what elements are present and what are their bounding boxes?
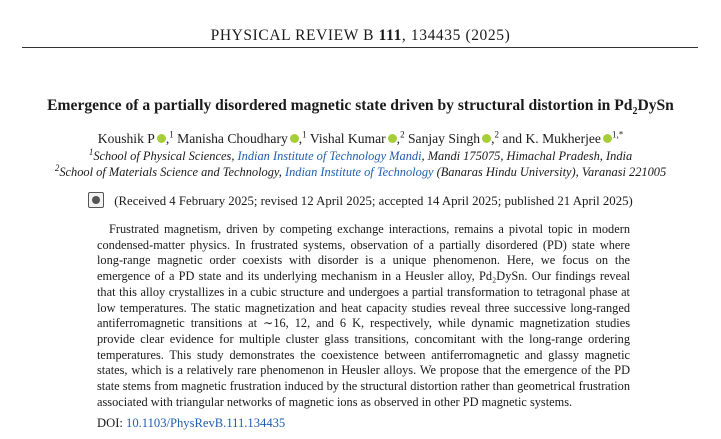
doi-line	[97, 416, 285, 431]
orcid-icon[interactable]	[482, 134, 491, 143]
author-affiliation-mark[interactable]: 1	[169, 129, 174, 140]
affiliation-text: School of Physical Sciences,	[93, 149, 238, 163]
author-name[interactable]: Sanjay Singh	[407, 131, 481, 146]
author-list	[0, 131, 721, 147]
author-name[interactable]: Vishal Kumar	[309, 131, 386, 146]
author-name[interactable]: Koushik P	[97, 131, 155, 146]
affiliation-link[interactable]: Indian Institute of Technology Mandi	[237, 149, 422, 163]
affiliation-text: School of Materials Science and Technology,	[59, 165, 285, 179]
affiliation-2	[0, 162, 721, 180]
author-separator: ,	[298, 131, 303, 146]
title-tail: DySn	[637, 97, 674, 114]
orcid-icon[interactable]	[157, 134, 166, 143]
abstract: Frustrated magnetism, driven by competing exchange interactions, remains a pivotal topic in modern condensed-matter physics. In frustrated systems, observation of a partially disordered (PD) state where long-range magnetic order coexists with disorder is a unique phenomenon. Here, we focus on the emergence of a PD state and its underlying mechanism in a Heusler alloy, Pd₂DySn. Our findings reveal that this alloy crystallizes in a cubic structure and undergoes a partial transformation to tetragonal phase at low temperatures. The static magnetization and heat capacity studies reveal three successive long-ranged antiferromagnetic transitions at ∼16, 12, and 6 K, respectively, while dynamic magnetization studies provide clear evidence for multiple cluster glass transitions, concomitant with the long-range ordering temperatures. This study demonstrates the coexistence between antiferromagnetic and glassy magnetic states, which is a relatively rare phenomenon in Heusler alloys. We propose that the emergence of the PD state stems from magnetic frustration induced by the structural distortion rather than geometrical frustration associated with triangular networks of magnetic ions as observed in other PD magnetic systems.	[97, 222, 630, 409]
title-subscript: 2	[632, 106, 638, 118]
title-text: Emergence of a partially disordered magnetic state driven by structural distortion in Pd	[47, 97, 633, 114]
orcid-icon[interactable]	[603, 134, 612, 143]
author-affiliation-mark[interactable]: 1	[302, 129, 307, 140]
affiliation-text: , Mandi 175075, Himachal Pradesh, India	[421, 149, 633, 163]
affiliation-1	[0, 146, 721, 164]
journal-volume: 111	[378, 27, 402, 44]
journal-name: PHYSICAL REVIEW B	[210, 27, 375, 44]
author-name[interactable]: Manisha Choudhary	[177, 131, 288, 146]
orcid-icon[interactable]	[290, 134, 299, 143]
author-name[interactable]: K. Mukherjee	[525, 131, 601, 146]
article-number: , 134435 (2025)	[401, 27, 511, 44]
author-affiliation-mark[interactable]: 2	[494, 129, 499, 140]
open-access-icon[interactable]	[88, 192, 104, 208]
received-dates: (Received 4 February 2025; revised 12 April 2025; accepted 14 April 2025; published 21 April 2025)	[114, 194, 633, 208]
doi-link[interactable]: 10.1103/PhysRevB.111.134435	[126, 416, 286, 430]
affiliation-text: (Banaras Hindu University), Varanasi 221005	[433, 165, 667, 179]
author-affiliation-mark[interactable]: 2	[400, 129, 405, 140]
affiliation-number: 2	[54, 162, 60, 173]
doi-label: DOI:	[97, 416, 127, 430]
journal-header	[0, 27, 721, 45]
author-conjunction: and	[502, 131, 523, 146]
affiliation-link[interactable]: Indian Institute of Technology	[284, 165, 434, 179]
publication-history	[0, 192, 721, 209]
orcid-icon[interactable]	[388, 134, 397, 143]
author-separator: ,	[396, 131, 401, 146]
author-affiliation-mark[interactable]: 1,*	[611, 129, 624, 140]
paper-title	[0, 97, 721, 117]
affiliation-number: 1	[88, 146, 94, 157]
author-separator: ,	[491, 131, 495, 146]
author-separator: ,	[165, 131, 170, 146]
header-divider	[22, 47, 698, 48]
